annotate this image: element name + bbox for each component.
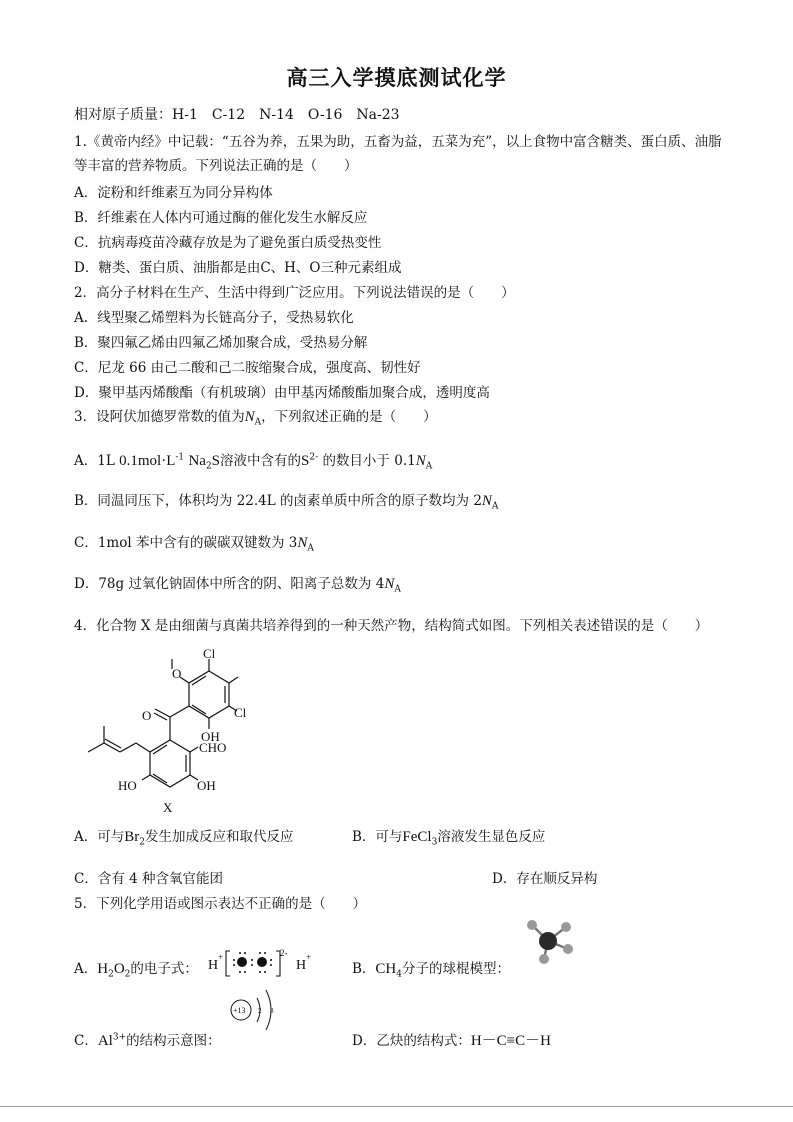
- q5-c-ion-sup: 3+: [112, 1032, 127, 1043]
- na-symbol: N: [297, 535, 308, 551]
- q3-option-a: [74, 449, 432, 472]
- na-subscript: A: [394, 584, 401, 595]
- electron-formula-o1: [237, 957, 247, 967]
- q4-option-d: D．存在顺反异构: [492, 871, 598, 887]
- q5-b-post: 分子的球棍模型：: [402, 961, 510, 977]
- q3-a-pre: A．1L: [74, 453, 115, 469]
- na-subscript: A: [254, 417, 262, 428]
- q4-b-pre: B．可与: [352, 829, 403, 845]
- q4-stem: 4．化合物 X 是由细菌与真菌共培养得到的一种天然产物，结构简式如图。下列相关表述错误的是（ ）: [74, 618, 709, 634]
- na-symbol: N: [481, 493, 492, 509]
- q3-a-post: 的数目小于 0.1: [322, 453, 416, 469]
- q2-option-d: D．聚甲基丙烯酸酯（有机玻璃）由甲基丙烯酸酯加聚合成，透明度高: [74, 385, 490, 401]
- electron-formula-o2: [257, 957, 267, 967]
- q5-a-formula-sub: 2: [108, 969, 114, 980]
- lower-ring: [150, 740, 190, 787]
- q5-d-pre: D．乙炔的结构式：: [352, 1033, 471, 1049]
- al3-nucleus-charge: +13: [233, 1006, 246, 1015]
- q5-d-formula: H－C≡C－H: [470, 1033, 551, 1049]
- ch4-carbon: [539, 932, 557, 950]
- al3-shell-1-count: 2: [258, 1007, 262, 1015]
- na-symbol: N: [244, 409, 255, 425]
- q5-b-formula: CH: [375, 961, 397, 977]
- q5-a-formula-h: H: [97, 961, 109, 977]
- label-compound-x: X: [163, 800, 173, 815]
- q3-stem: [74, 405, 437, 428]
- q4-a-br-sub: 2: [139, 837, 145, 848]
- q3-c-text: C．1mol 苯中含有的碳碳双键数为 3: [74, 535, 298, 551]
- q4-b-fe: FeCl: [402, 829, 432, 845]
- q1-option-b: B．纤维素在人体内可通过酶的催化发生水解反应: [74, 210, 368, 226]
- q3-a-ion: S: [301, 453, 310, 469]
- page-title: 高三入学摸底测试化学: [286, 66, 507, 90]
- q4-b-fe-sub: 3: [431, 837, 438, 848]
- electron-formula-h-left: H: [208, 958, 219, 973]
- electron-formula-h-right: H: [296, 958, 307, 973]
- q4-option-c: C．含有 4 种含氧官能团: [74, 871, 224, 887]
- q4-option-a: [74, 825, 293, 848]
- na-symbol: N: [384, 576, 395, 592]
- q4-a-pre: A．可与: [74, 829, 125, 845]
- compound-x-structure: [74, 645, 274, 817]
- q3-a-concentration: 0.1mol·L: [119, 453, 176, 469]
- h2o2-electron-formula: [206, 946, 326, 980]
- na-subscript: A: [491, 501, 499, 512]
- al3-shell-2-count: 8: [270, 1007, 274, 1015]
- q3-a-salt-sub: 2: [205, 461, 212, 472]
- q5-b-pre: B．: [352, 961, 376, 977]
- q3-a-salt: Na: [188, 453, 206, 469]
- label-cl-right: Cl: [234, 705, 247, 720]
- label-carbonyl-o: O: [142, 708, 152, 723]
- q3-a-mid: 溶液中含有的: [220, 453, 302, 469]
- q1-option-c: C．抗病毒疫苗冷藏存放是为了避免蛋白质受热变性: [74, 235, 382, 251]
- q2-option-a: A．线型聚乙烯塑料为长链高分子，受热易软化: [74, 310, 354, 326]
- q5-a-pre: A．: [74, 961, 98, 977]
- electron-formula-charge: 2-: [280, 948, 288, 958]
- ch4-hydrogen-1: [527, 920, 537, 930]
- q4-a-post: 发生加成反应和取代反应: [144, 829, 294, 845]
- label-oh-lower: OH: [197, 778, 216, 793]
- electron-formula-h-left-charge: +: [218, 952, 224, 962]
- q3-a-sup: -1: [175, 452, 185, 463]
- q5-a-formula-sub2: 2: [124, 969, 131, 980]
- atomic-mass-line: 相对原子质量：H-1 C-12 N-14 O-16 Na-23: [74, 107, 400, 123]
- upper-ring: [189, 671, 229, 718]
- q4-a-br: Br: [124, 829, 140, 845]
- q2-stem: 2．高分子材料在生产、生活中得到广泛应用。下列说法错误的是（ ）: [74, 285, 515, 301]
- electron-formula-h-right-charge: +: [306, 952, 312, 962]
- label-cl-top: Cl: [203, 646, 216, 661]
- q2-option-b: B．聚四氟乙烯由四氟乙烯加聚合成，受热易分解: [74, 335, 368, 351]
- label-methoxy-o: O: [172, 666, 182, 681]
- label-ho-lower: HO: [118, 778, 137, 793]
- q2-option-c: C．尼龙 66 由己二酸和己二胺缩聚合成，强度高、韧性好: [74, 360, 421, 376]
- ch4-hydrogen-4: [539, 954, 549, 964]
- label-oh-upper: OH: [201, 729, 220, 744]
- q3-b-text: B．同温同压下，体积均为 22.4L 的卤素单质中所含的原子数均为 2: [74, 493, 482, 509]
- q5-a-formula-o: O: [113, 961, 125, 977]
- ch4-hydrogen-2: [561, 922, 571, 932]
- q5-c-pre: C．: [74, 1033, 98, 1049]
- na-subscript: A: [425, 461, 433, 472]
- na-symbol: N: [415, 453, 426, 469]
- q3-a-salt-end: S: [211, 453, 221, 469]
- q3-d-text: D．78g 过氧化钠固体中所含的阴、阳离子总数为 4: [74, 576, 385, 592]
- q1-stem: 1.《黄帝内经》中记载：“五谷为养，五果为助，五畜为益，五菜为充”，以上食物中富含糖类、蛋白质、油脂等丰富的营养物质。下列说法正确的是（ ）: [74, 134, 722, 174]
- page-bottom-rule: [0, 1106, 793, 1107]
- q5-a-post: 的电子式：: [130, 961, 198, 977]
- q1-option-d: D．糖类、蛋白质、油脂都是由C、H、O三种元素组成: [74, 260, 402, 276]
- q5-option-c: [74, 1029, 221, 1050]
- q3-a-ion-sup: 2-: [309, 452, 319, 463]
- q4-option-b: [352, 825, 545, 848]
- q5-option-a: [74, 957, 198, 980]
- q4-b-post: 溶液发生显色反应: [437, 829, 546, 845]
- label-cho: CHO: [199, 740, 227, 755]
- q3-option-b: [74, 489, 498, 512]
- q5-stem: 5．下列化学用语或图示表达不正确的是（ ）: [74, 896, 367, 912]
- ch4-hydrogen-3: [563, 944, 573, 954]
- q3-stem-pre: 3．设阿伏加德罗常数的值为: [74, 409, 245, 425]
- q3-option-c: [74, 531, 314, 554]
- q1-option-a: A．淀粉和纤维素互为同分异构体: [74, 185, 273, 201]
- q5-b-formula-sub: 4: [396, 969, 402, 980]
- q5-option-d: [352, 1029, 551, 1050]
- al3-structure-diagram: [226, 982, 286, 1032]
- q5-c-ion: Al: [97, 1033, 113, 1049]
- ch4-ball-stick-model: [520, 915, 580, 967]
- na-subscript: A: [307, 543, 314, 554]
- q3-stem-post: ，下列叙述正确的是（ ）: [261, 409, 437, 425]
- q5-option-b: [352, 957, 510, 980]
- q5-c-post: 的结构示意图：: [126, 1033, 221, 1049]
- q3-option-d: [74, 572, 401, 595]
